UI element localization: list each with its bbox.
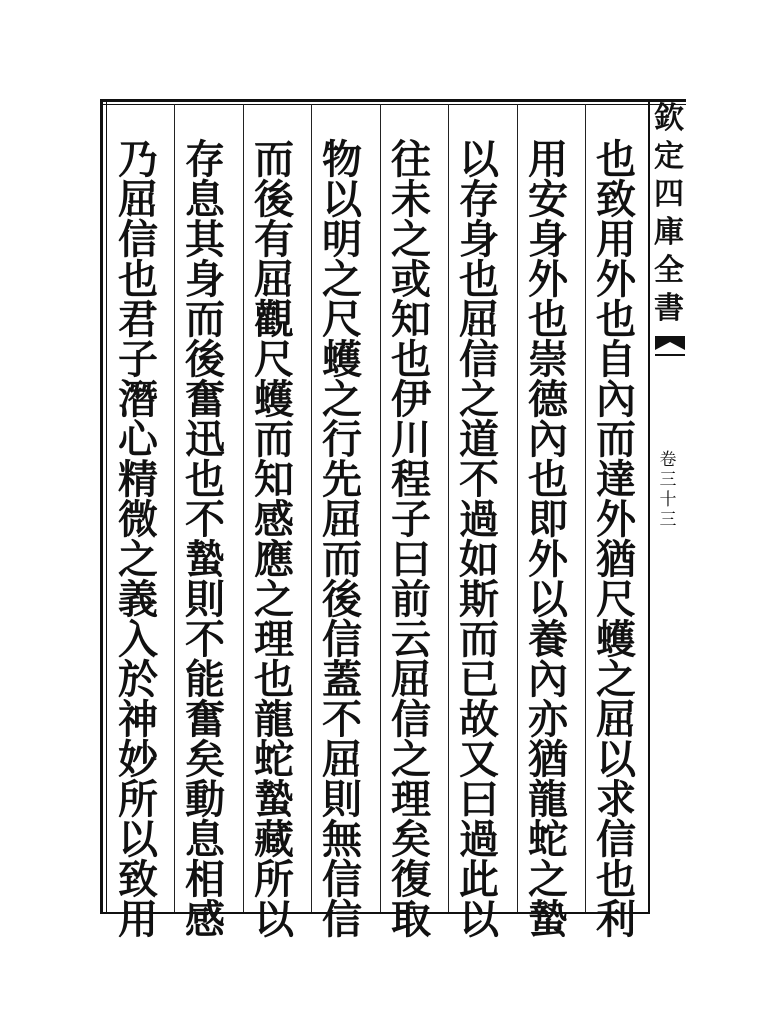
character: 有 <box>254 216 294 263</box>
character: 猶 <box>528 736 568 783</box>
character: 蠖 <box>322 336 362 383</box>
character: 於 <box>118 656 158 703</box>
character: 潛 <box>118 376 158 423</box>
character: 則 <box>322 776 362 823</box>
character: 以 <box>254 896 294 943</box>
character: 感 <box>185 896 225 943</box>
character: 曰 <box>459 776 499 823</box>
character: 蠖 <box>596 616 636 663</box>
character: 子 <box>118 336 158 383</box>
text-column-7 <box>173 136 237 943</box>
character: 相 <box>185 856 225 903</box>
character: 三 <box>659 470 677 490</box>
character: 身 <box>528 216 568 263</box>
text-column-5 <box>310 136 374 943</box>
character: 伊 <box>391 376 431 423</box>
character: 過 <box>459 496 499 543</box>
character: 前 <box>391 576 431 623</box>
character: 屈 <box>322 736 362 783</box>
character: 藏 <box>254 816 294 863</box>
character: 存 <box>459 176 499 223</box>
character: 而 <box>322 536 362 583</box>
character: 外 <box>528 536 568 583</box>
character: 物 <box>322 136 362 183</box>
character: 之 <box>391 216 431 263</box>
character: 所 <box>254 856 294 903</box>
character: 義 <box>118 576 158 623</box>
character: 君 <box>118 296 158 343</box>
character: 信 <box>322 896 362 943</box>
character: 之 <box>596 656 636 703</box>
character: 身 <box>459 216 499 263</box>
character: 用 <box>528 136 568 183</box>
character: 尺 <box>322 296 362 343</box>
character: 也 <box>528 296 568 343</box>
character: 信 <box>322 856 362 903</box>
character: 無 <box>322 816 362 863</box>
margin-volume-label <box>655 450 681 530</box>
character: 以 <box>596 736 636 783</box>
character: 入 <box>118 616 158 663</box>
frame-right-border <box>648 100 650 914</box>
character: 以 <box>118 816 158 863</box>
character: 也 <box>391 336 431 383</box>
character: 而 <box>185 296 225 343</box>
character: 矣 <box>391 816 431 863</box>
character: 蛇 <box>528 816 568 863</box>
character: 也 <box>118 256 158 303</box>
character: 安 <box>528 176 568 223</box>
character: 也 <box>596 296 636 343</box>
character: 外 <box>528 256 568 303</box>
character: 即 <box>528 496 568 543</box>
text-column-8 <box>106 136 170 943</box>
character: 屈 <box>459 296 499 343</box>
character: 感 <box>254 496 294 543</box>
character: 內 <box>596 376 636 423</box>
character: 之 <box>322 256 362 303</box>
character: 德 <box>528 376 568 423</box>
frame-left-border <box>100 100 103 914</box>
character: 利 <box>596 896 636 943</box>
character: 後 <box>322 576 362 623</box>
character: 所 <box>118 776 158 823</box>
character: 用 <box>118 896 158 943</box>
character: 屈 <box>254 256 294 303</box>
character: 屈 <box>118 176 158 223</box>
character: 也 <box>459 256 499 303</box>
character: 而 <box>254 136 294 183</box>
character: 復 <box>391 856 431 903</box>
character: 精 <box>118 456 158 503</box>
character: 奮 <box>185 376 225 423</box>
character: 以 <box>459 136 499 183</box>
character: 信 <box>391 696 431 743</box>
character: 其 <box>185 216 225 263</box>
character: 往 <box>391 136 431 183</box>
character: 屈 <box>391 656 431 703</box>
character: 身 <box>185 256 225 303</box>
character: 道 <box>459 416 499 463</box>
character: 養 <box>528 616 568 663</box>
margin-book-title <box>652 100 686 328</box>
character: 外 <box>596 496 636 543</box>
character: 也 <box>596 136 636 183</box>
character: 四 <box>654 177 684 212</box>
character: 理 <box>254 616 294 663</box>
character: 故 <box>459 696 499 743</box>
character: 應 <box>254 536 294 583</box>
character: 動 <box>185 776 225 823</box>
character: 內 <box>528 416 568 463</box>
character: 信 <box>596 816 636 863</box>
character: 也 <box>254 656 294 703</box>
character: 能 <box>185 656 225 703</box>
character: 曰 <box>391 536 431 583</box>
character: 取 <box>391 896 431 943</box>
character: 亦 <box>528 696 568 743</box>
character: 不 <box>185 616 225 663</box>
character: 息 <box>185 816 225 863</box>
character: 卷 <box>659 450 677 470</box>
character: 蛇 <box>254 736 294 783</box>
character: 如 <box>459 536 499 583</box>
character: 三 <box>659 510 677 530</box>
character: 求 <box>596 776 636 823</box>
character: 蟄 <box>254 776 294 823</box>
text-column-2 <box>516 136 580 943</box>
character: 觀 <box>254 296 294 343</box>
character: 以 <box>528 576 568 623</box>
character: 自 <box>596 336 636 383</box>
character: 全 <box>654 253 684 288</box>
character: 行 <box>322 416 362 463</box>
character: 之 <box>459 376 499 423</box>
character: 也 <box>596 856 636 903</box>
character: 庫 <box>654 215 684 250</box>
character: 十 <box>659 490 677 510</box>
text-column-1 <box>584 136 648 943</box>
character: 奮 <box>185 696 225 743</box>
character: 程 <box>391 456 431 503</box>
character: 或 <box>391 256 431 303</box>
character: 書 <box>654 291 684 326</box>
character: 乃 <box>118 136 158 183</box>
character: 信 <box>459 336 499 383</box>
character: 斯 <box>459 576 499 623</box>
character: 云 <box>391 616 431 663</box>
character: 尺 <box>596 576 636 623</box>
character: 神 <box>118 696 158 743</box>
character: 屈 <box>322 496 362 543</box>
fishtail-mark-icon <box>655 336 685 358</box>
character: 此 <box>459 856 499 903</box>
text-column-4 <box>379 136 443 943</box>
character: 崇 <box>528 336 568 383</box>
character: 微 <box>118 496 158 543</box>
character: 之 <box>528 856 568 903</box>
character: 矣 <box>185 736 225 783</box>
character: 也 <box>185 456 225 503</box>
character: 蟄 <box>185 536 225 583</box>
character: 後 <box>185 336 225 383</box>
character: 理 <box>391 776 431 823</box>
character: 明 <box>322 216 362 263</box>
character: 蓋 <box>322 656 362 703</box>
character: 而 <box>596 416 636 463</box>
character: 定 <box>654 139 684 174</box>
character: 蠖 <box>254 376 294 423</box>
character: 先 <box>322 456 362 503</box>
character: 川 <box>391 416 431 463</box>
character: 後 <box>254 176 294 223</box>
character: 知 <box>391 296 431 343</box>
character: 未 <box>391 176 431 223</box>
character: 而 <box>459 616 499 663</box>
character: 龍 <box>254 696 294 743</box>
character: 外 <box>596 256 636 303</box>
character: 之 <box>391 736 431 783</box>
character: 過 <box>459 816 499 863</box>
character: 信 <box>322 616 362 663</box>
character: 妙 <box>118 736 158 783</box>
character: 屈 <box>596 696 636 743</box>
character: 尺 <box>254 336 294 383</box>
character: 達 <box>596 456 636 503</box>
character: 致 <box>596 176 636 223</box>
character: 以 <box>459 896 499 943</box>
character: 息 <box>185 176 225 223</box>
character: 龍 <box>528 776 568 823</box>
character: 子 <box>391 496 431 543</box>
character: 又 <box>459 736 499 783</box>
character: 心 <box>118 416 158 463</box>
character: 也 <box>528 456 568 503</box>
character: 不 <box>185 496 225 543</box>
character: 而 <box>254 416 294 463</box>
character: 不 <box>322 696 362 743</box>
frame-top-inner-border <box>100 104 686 105</box>
character: 欽 <box>654 101 684 136</box>
character: 內 <box>528 656 568 703</box>
character: 致 <box>118 856 158 903</box>
character: 蟄 <box>528 896 568 943</box>
character: 以 <box>322 176 362 223</box>
character: 之 <box>322 376 362 423</box>
text-column-6 <box>242 136 306 943</box>
character: 迅 <box>185 416 225 463</box>
character: 知 <box>254 456 294 503</box>
character: 猶 <box>596 536 636 583</box>
character: 信 <box>118 216 158 263</box>
character: 存 <box>185 136 225 183</box>
character: 已 <box>459 656 499 703</box>
text-column-3 <box>447 136 511 943</box>
character: 之 <box>254 576 294 623</box>
character: 則 <box>185 576 225 623</box>
character: 不 <box>459 456 499 503</box>
character: 用 <box>596 216 636 263</box>
frame-top-border <box>100 99 686 102</box>
character: 之 <box>118 536 158 583</box>
